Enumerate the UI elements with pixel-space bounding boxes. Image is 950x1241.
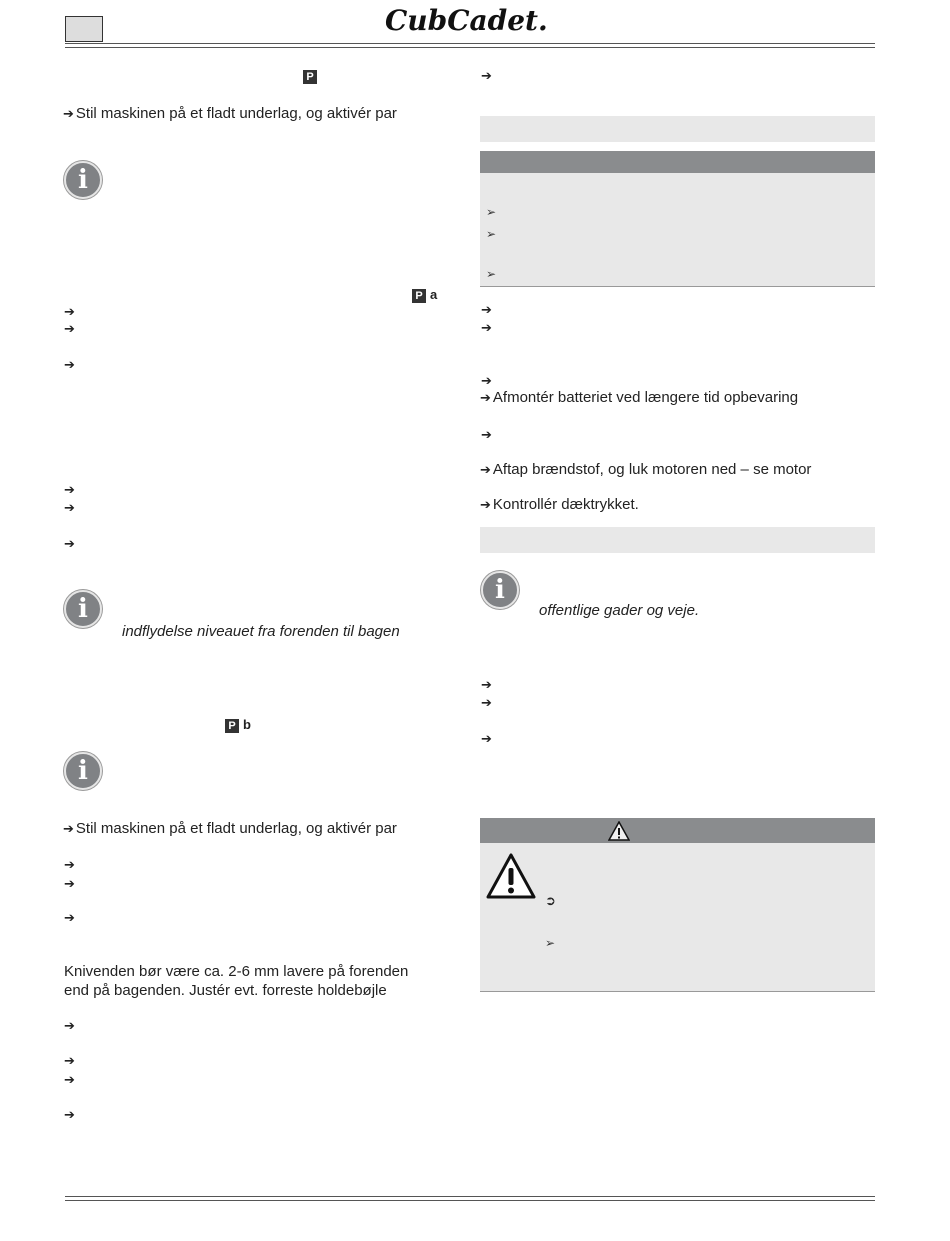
arrow-right-icon: ➔	[63, 821, 74, 836]
arrow-right-icon: ➔	[64, 1018, 75, 1033]
chevron-bullet-icon: ➢	[486, 227, 497, 241]
section-bar	[480, 116, 875, 142]
section-bar	[480, 527, 875, 553]
arrow-right-icon: ➔	[481, 302, 492, 317]
fuel-text: ➔ Aftap brændstof, og luk motoren ned – se motor	[480, 461, 812, 478]
warning-box-header	[480, 818, 875, 843]
arrow-right-icon: ➔	[64, 876, 75, 891]
arrow-right-icon: ➔	[64, 1107, 75, 1122]
info-icon: i	[481, 571, 519, 609]
parking-brake-icon: P	[225, 719, 239, 733]
tire-text: ➔ Kontrollér dæktrykket.	[480, 496, 639, 513]
footer-rule-bottom	[65, 1200, 875, 1201]
info-box-header	[480, 151, 875, 173]
parking-brake-icon: P	[412, 289, 426, 303]
arrow-right-icon: ➔	[64, 536, 75, 551]
chevron-bullet-icon: ➢	[486, 267, 497, 281]
arrow-right-icon: ➔	[64, 304, 75, 319]
parking-brake-icon: P	[303, 70, 317, 84]
arrow-right-icon: ➔	[481, 677, 492, 692]
arrow-right-icon: ➔	[481, 373, 492, 388]
info-icon: i	[64, 161, 102, 199]
info-icon: i	[64, 752, 102, 790]
knife-text-line-2: end på bagenden. Justér evt. forreste holdebøjle	[64, 982, 387, 999]
warning-triangle-icon	[486, 853, 536, 904]
footer-rule-top	[65, 1196, 875, 1197]
arrow-right-icon: ➔	[63, 106, 74, 121]
arrow-right-icon: ➔	[480, 390, 491, 405]
chevron-bullet-icon: ➢	[545, 936, 556, 950]
arrow-right-icon: ➔	[64, 1053, 75, 1068]
left-paragraph-2: ➔ Stil maskinen på et fladt underlag, og aktivér par	[63, 820, 397, 837]
page-number-box	[65, 16, 103, 42]
arrow-right-icon: ➔	[481, 731, 492, 746]
arrow-right-icon: ➔	[481, 320, 492, 335]
arrow-right-icon: ➔	[64, 482, 75, 497]
info-icon: i	[64, 590, 102, 628]
arrow-right-icon: ➔	[64, 321, 75, 336]
arrow-right-icon: ➔	[481, 68, 492, 83]
chevron-bullet-icon: ➢	[486, 205, 497, 219]
arrow-right-icon: ➔	[481, 695, 492, 710]
knife-text-line-1: Knivenden bør være ca. 2-6 mm lavere på forenden	[64, 963, 409, 980]
arrow-right-icon: ➔	[64, 910, 75, 925]
warning-box	[480, 818, 875, 992]
arrow-right-icon: ➔	[64, 857, 75, 872]
header-rule-top	[65, 43, 875, 44]
battery-text: ➔ Afmontér batteriet ved længere tid opbevaring	[480, 389, 799, 406]
left-paragraph-1: ➔ Stil maskinen på et fladt underlag, og aktivér par	[63, 105, 397, 122]
badge-a: P a	[412, 286, 437, 304]
arrow-right-icon: ➔	[481, 427, 492, 442]
arrow-right-icon: ➔	[64, 1072, 75, 1087]
warning-triangle-icon	[608, 821, 630, 846]
arrow-right-icon: ➔	[64, 357, 75, 372]
note-text-left: indflydelse niveauet fra forenden til bagen	[122, 623, 400, 640]
brand-logo	[385, 2, 565, 36]
arrow-right-icon: ➔	[480, 462, 491, 477]
header-rule-bottom	[65, 47, 875, 48]
svg-text:CubCadet.: CubCadet.	[385, 4, 548, 36]
arrow-right-icon: ➔	[480, 497, 491, 512]
badge-b: P b	[225, 716, 251, 734]
turn-arrow-icon: ➲	[545, 893, 556, 908]
note-text-right: offentlige gader og veje.	[539, 602, 700, 619]
arrow-right-icon: ➔	[64, 500, 75, 515]
